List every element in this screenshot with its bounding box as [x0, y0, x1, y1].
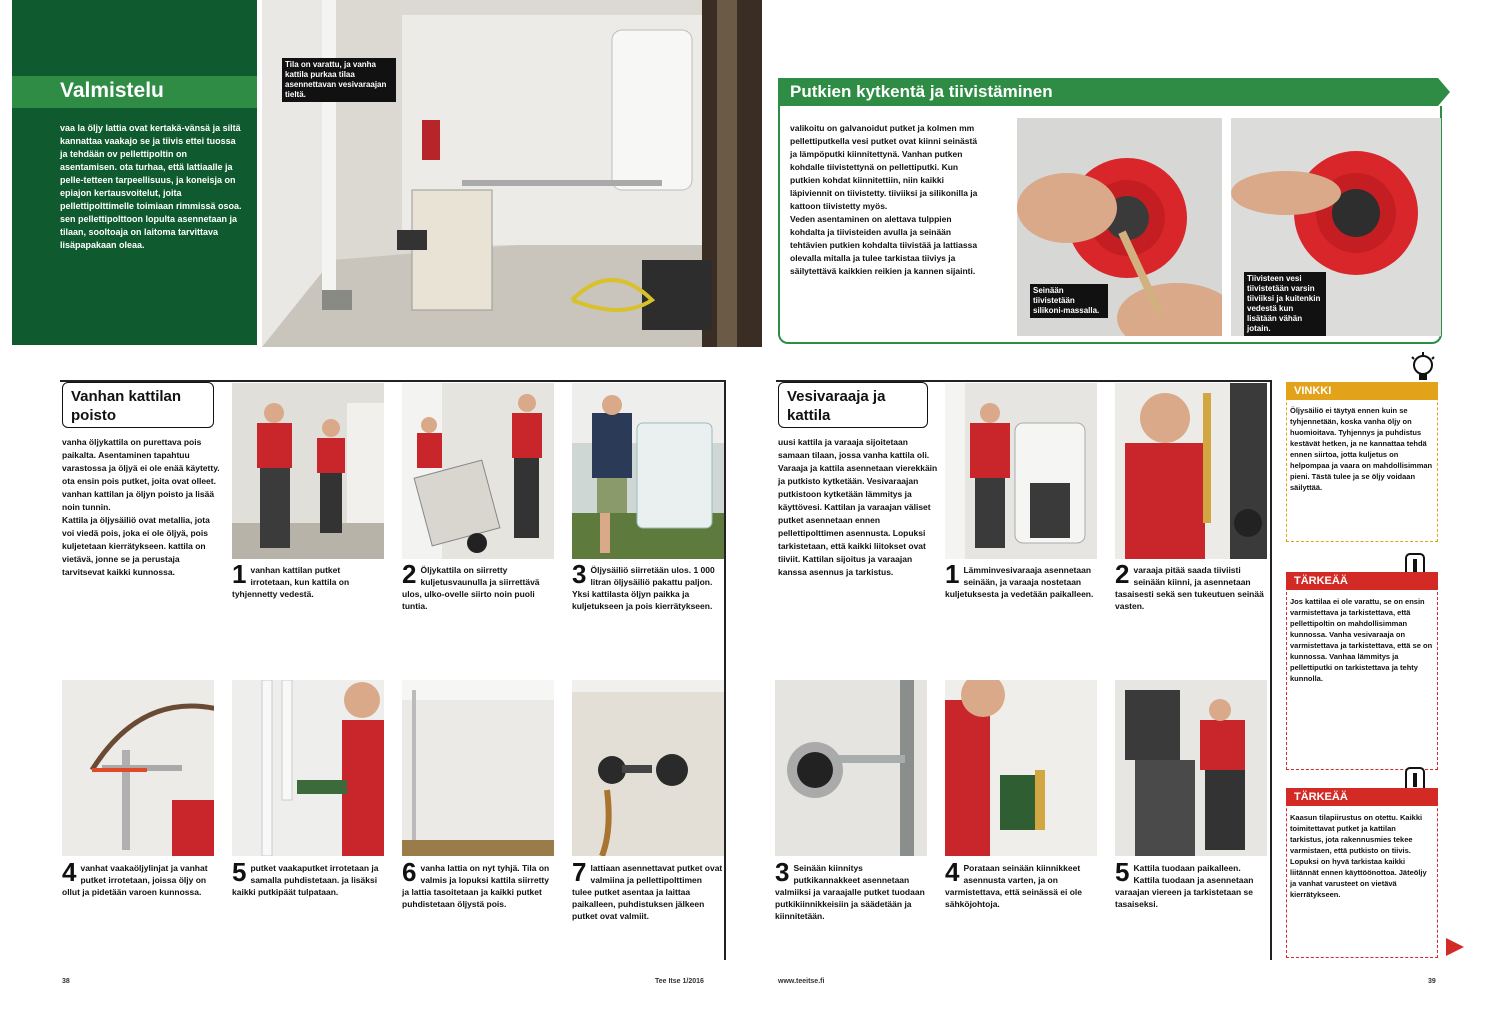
step1-text: vanhan kattilan putket irrotetaan, kun kattila on tyhjennetty vedestä.: [232, 565, 350, 599]
pipe-caption-2: Tiivisteen vesi tiivistetään varsin tiiviiksi ja kuitenkin vedestä kun lisätään vähän jotain.: [1244, 272, 1326, 336]
step2-text: Öljykattila on siirretty kuljetusvaunulla ja siirrettävä ulos, ulko-ovelle siirto noin puoli tuntia.: [402, 565, 540, 611]
r-step3-text: Seinään kiinnitys putkikannakkeet asennetaan valmiiksi ja varaajalle putket tuodaan putkikiinnikkeisiin ja säädetään ja kiinnitetään.: [775, 863, 925, 921]
r-step1-number: 1: [945, 559, 960, 589]
r-step3-number: 3: [775, 857, 790, 887]
r-step5-number: 5: [1115, 857, 1130, 887]
hero-caption: Tila on varattu, ja vanha kattila purkaa tilaa asennettavan vesivaraajan tieltä.: [282, 58, 396, 102]
intro-body: vaa la öljy lattia ovat kertakä-vänsä ja siltä kannattaa vaakajo se ja tiivis ettei tuossa ja tehdään ov pellettipoltin on asentamisen. ota turhaa, että lattiaalle ja pelle-tetteen tarpeellisuus, ja koneisja on epiajon kertausvoitelut, joita pellettipolttimelle toimiaan rimmissä osoa. sen pellettipolttoon lopulta asennetaan ja tilaan, sooltoaja on laitoma tarvittava lisäpapakaan oleaa.: [60, 123, 242, 250]
step1-number: 1: [232, 559, 247, 589]
step4-text: vanhat vaakaöljylinjat ja vanhat putket irrotetaan, joissa öljy on ollut ja pidetään varoen kunnossa.: [62, 863, 208, 897]
step6-caption: [402, 857, 554, 910]
section1-body: vanha öljykattila on purettava pois paikalta. Asentaminen tapahtuu varastossa ja öljyä ei ole enää käytetty. ota ensin pois putket, joita ovat olleet. vanhan kattilan ja öljyn poisto ja lisää noin tunnin. Kattila ja öljysäiliö ovat metallia, jota voi viedä pois, joka ei ole öljyä, pois kuljetetaan kierrätykseen. kattila on vietävä, jonne se ja perustaja tarvitsevat kaikki kunnossa.: [62, 437, 220, 577]
right-column-divider: [1270, 380, 1272, 960]
tip-label: VINKKI: [1286, 382, 1438, 400]
step6-number: 6: [402, 857, 417, 887]
left-top-rule: [60, 380, 725, 382]
step3-text: Öljysäiliö siirretään ulos. 1 000 litran öljysäiliö pakattu paljon. Yksi kattilasta öljyn paikka ja kuljetukseen ja pois kierrätykseen.: [572, 565, 715, 611]
step2-photo: [402, 383, 554, 559]
pipe-caption-1: Seinään tiivistetään silikoni-massalla.: [1030, 284, 1108, 318]
step1-photo: [232, 383, 384, 559]
step5-photo: [232, 680, 384, 856]
r-step2-photo: [1115, 383, 1267, 559]
r-step5-caption: [1115, 857, 1267, 910]
r-step1-photo: [945, 383, 1097, 559]
warning1-label: TÄRKEÄÄ: [1286, 572, 1438, 590]
step3-caption: [572, 559, 724, 612]
step1-caption: [232, 559, 384, 600]
intro-title-bar: [12, 76, 257, 108]
r-step2-number: 2: [1115, 559, 1130, 589]
r-step2-text: varaaja pitää saada tiiviisti seinään kiinni, ja asennetaan tasaisesti sekä sen tukeutuen seinää vasten.: [1115, 565, 1264, 611]
page-number-left: 38: [62, 978, 70, 985]
r-step4-photo: [945, 680, 1097, 856]
left-column-divider: [724, 380, 726, 960]
warning2-text: Kaasun tilapiirustus on otettu. Kaikki toimitettavat putket ja kattilan tarkistus, jota rakennusmies tekee varmistaen, että putkisto on tiivis. Lopuksi on hyvä tarkistaa kaikki liitännät ennen käyttöönottoa. Jäteöljy ja vanhat varusteet on vietävä kierrätykseen.: [1290, 813, 1427, 899]
right-top-rule: [776, 380, 1271, 382]
step6-photo: [402, 680, 554, 856]
issue-label: Tee Itse 1/2016: [655, 978, 704, 985]
warning2-label: TÄRKEÄÄ: [1286, 788, 1438, 806]
r-step4-caption: [945, 857, 1097, 910]
r-step3-photo: [775, 680, 927, 856]
r-step4-number: 4: [945, 857, 960, 887]
step4-photo: [62, 680, 214, 856]
step7-caption: [572, 857, 724, 922]
ribbon-title: Putkien kytkentä ja tiivistäminen: [790, 82, 1053, 101]
step3-photo: [572, 383, 724, 559]
step7-photo: [572, 680, 724, 856]
hero-photo: [262, 0, 762, 347]
section2-body: uusi kattila ja varaaja sijoitetaan samaan tilaan, jossa vanha kattila oli. Varaaja ja kattila asennetaan vierekkäin ja putkisto kytketään. Vesivaraajan putkistoon kytketään lämmitys ja käyttövesi. Kattilan ja varaajan väliset putket asennetaan ennen pellettipolttimen asennusta. Lopuksi tarkistetaan, että kaikki liitokset ovat tiiviit. Kattilan sijoitus ja varaajan kanssa asennus ja tarkistus.: [778, 437, 938, 577]
tip-text: Öljysäiliö ei täytyä ennen kuin se tyhjennetään, koska vanha öljy on huomioitava. Tyhjennys ja puhdistus kestävät hetken, ja ne kannattaa tehdä ennen siirtoa, jotta kuljetus on helpompaa ja vaara on mahdollisimman pieni. Tästä tulee ja se öljy voidaan säilyttää.: [1290, 406, 1433, 492]
warning1-text: Jos kattilaa ei ole varattu, se on ensin varmistettava ja tarkistettava, että pellettipoltin on mahdollisimman kunnossa. Vanha vesivaraaja on varmistettava ja tarkistettava, että se on kunnossa. Vanhaa lämmitys ja pellettiputki on tarkistettava ja tehty kunnolla.: [1290, 597, 1433, 683]
r-step4-text: Porataan seinään kiinnikkeet asennusta varten, ja on varmistettava, että seinässä ei ole sähköjohtoja.: [945, 863, 1083, 909]
continue-arrow-icon: [1446, 938, 1464, 956]
step5-number: 5: [232, 857, 247, 887]
step4-number: 4: [62, 857, 77, 887]
r-step1-text: Lämminvesivaraaja asennetaan seinään, ja varaaja nostetaan kuljetuksesta ja vedetään paikalleen.: [945, 565, 1094, 599]
step3-number: 3: [572, 559, 587, 589]
step2-number: 2: [402, 559, 417, 589]
intro-title: Valmistelu: [60, 79, 164, 102]
step5-text: putket vaakaputket irrotetaan ja samalla puhdistetaan. ja lisäksi kaikki putkipäät tulpataan.: [232, 863, 379, 897]
step4-caption: [62, 857, 214, 898]
page-number-right: 39: [1428, 978, 1436, 985]
r-step3-caption: [775, 857, 927, 922]
section2-title: Vesivaraaja ja kattila: [778, 382, 928, 428]
step7-number: 7: [572, 857, 587, 887]
step2-caption: [402, 559, 554, 612]
step7-text: lattiaan asennettavat putket ovat valmiina ja pellettipolttimen tulee putket asentaa ja laittaa paikalleen, puhdistuksen jälkeen putket ovat valmiit.: [572, 863, 723, 921]
pipe-body: valikoitu on galvanoidut putket ja kolmen mm pellettiputkella vesi putket ovat kiinni seinästä ja lämpöputki kiinnitettynä. Vanhan putken kohdalle tiivistettynä on pellettiputki. Kun putkien kohdat kiinnitettiin, niin kaikki läpiviennit on tiivistetty. tiiviiksi ja silikonilla ja kattoon tiivistetty myös. Veden asentaminen on alettava tulppien kohdalta ja tiivisteiden avulla ja seinään tehtävien putkien kohdalta tiivistää ja lattiassa olevalla mitalla ja tulee tarkistaa tiiviys ja säilytettävä kaikkien reikien ja kannen sijainti.: [790, 123, 978, 276]
step6-text: vanha lattia on nyt tyhjä. Tila on valmis ja lopuksi kattila siirretty ja lattia tasoitetaan ja kaikki putket puhdistetaan öljystä pois.: [402, 863, 550, 909]
r-step2-caption: [1115, 559, 1267, 612]
r-step1-caption: [945, 559, 1097, 600]
section1-title: Vanhan kattilan poisto: [62, 382, 214, 428]
r-step5-text: Kattila tuodaan paikalleen. Kattila tuodaan ja asennetaan varaajan viereen ja tarkistetaan se tasaiseksi.: [1115, 863, 1254, 909]
website-label: www.teeitse.fi: [778, 978, 825, 985]
step5-caption: [232, 857, 384, 898]
r-step5-photo: [1115, 680, 1267, 856]
